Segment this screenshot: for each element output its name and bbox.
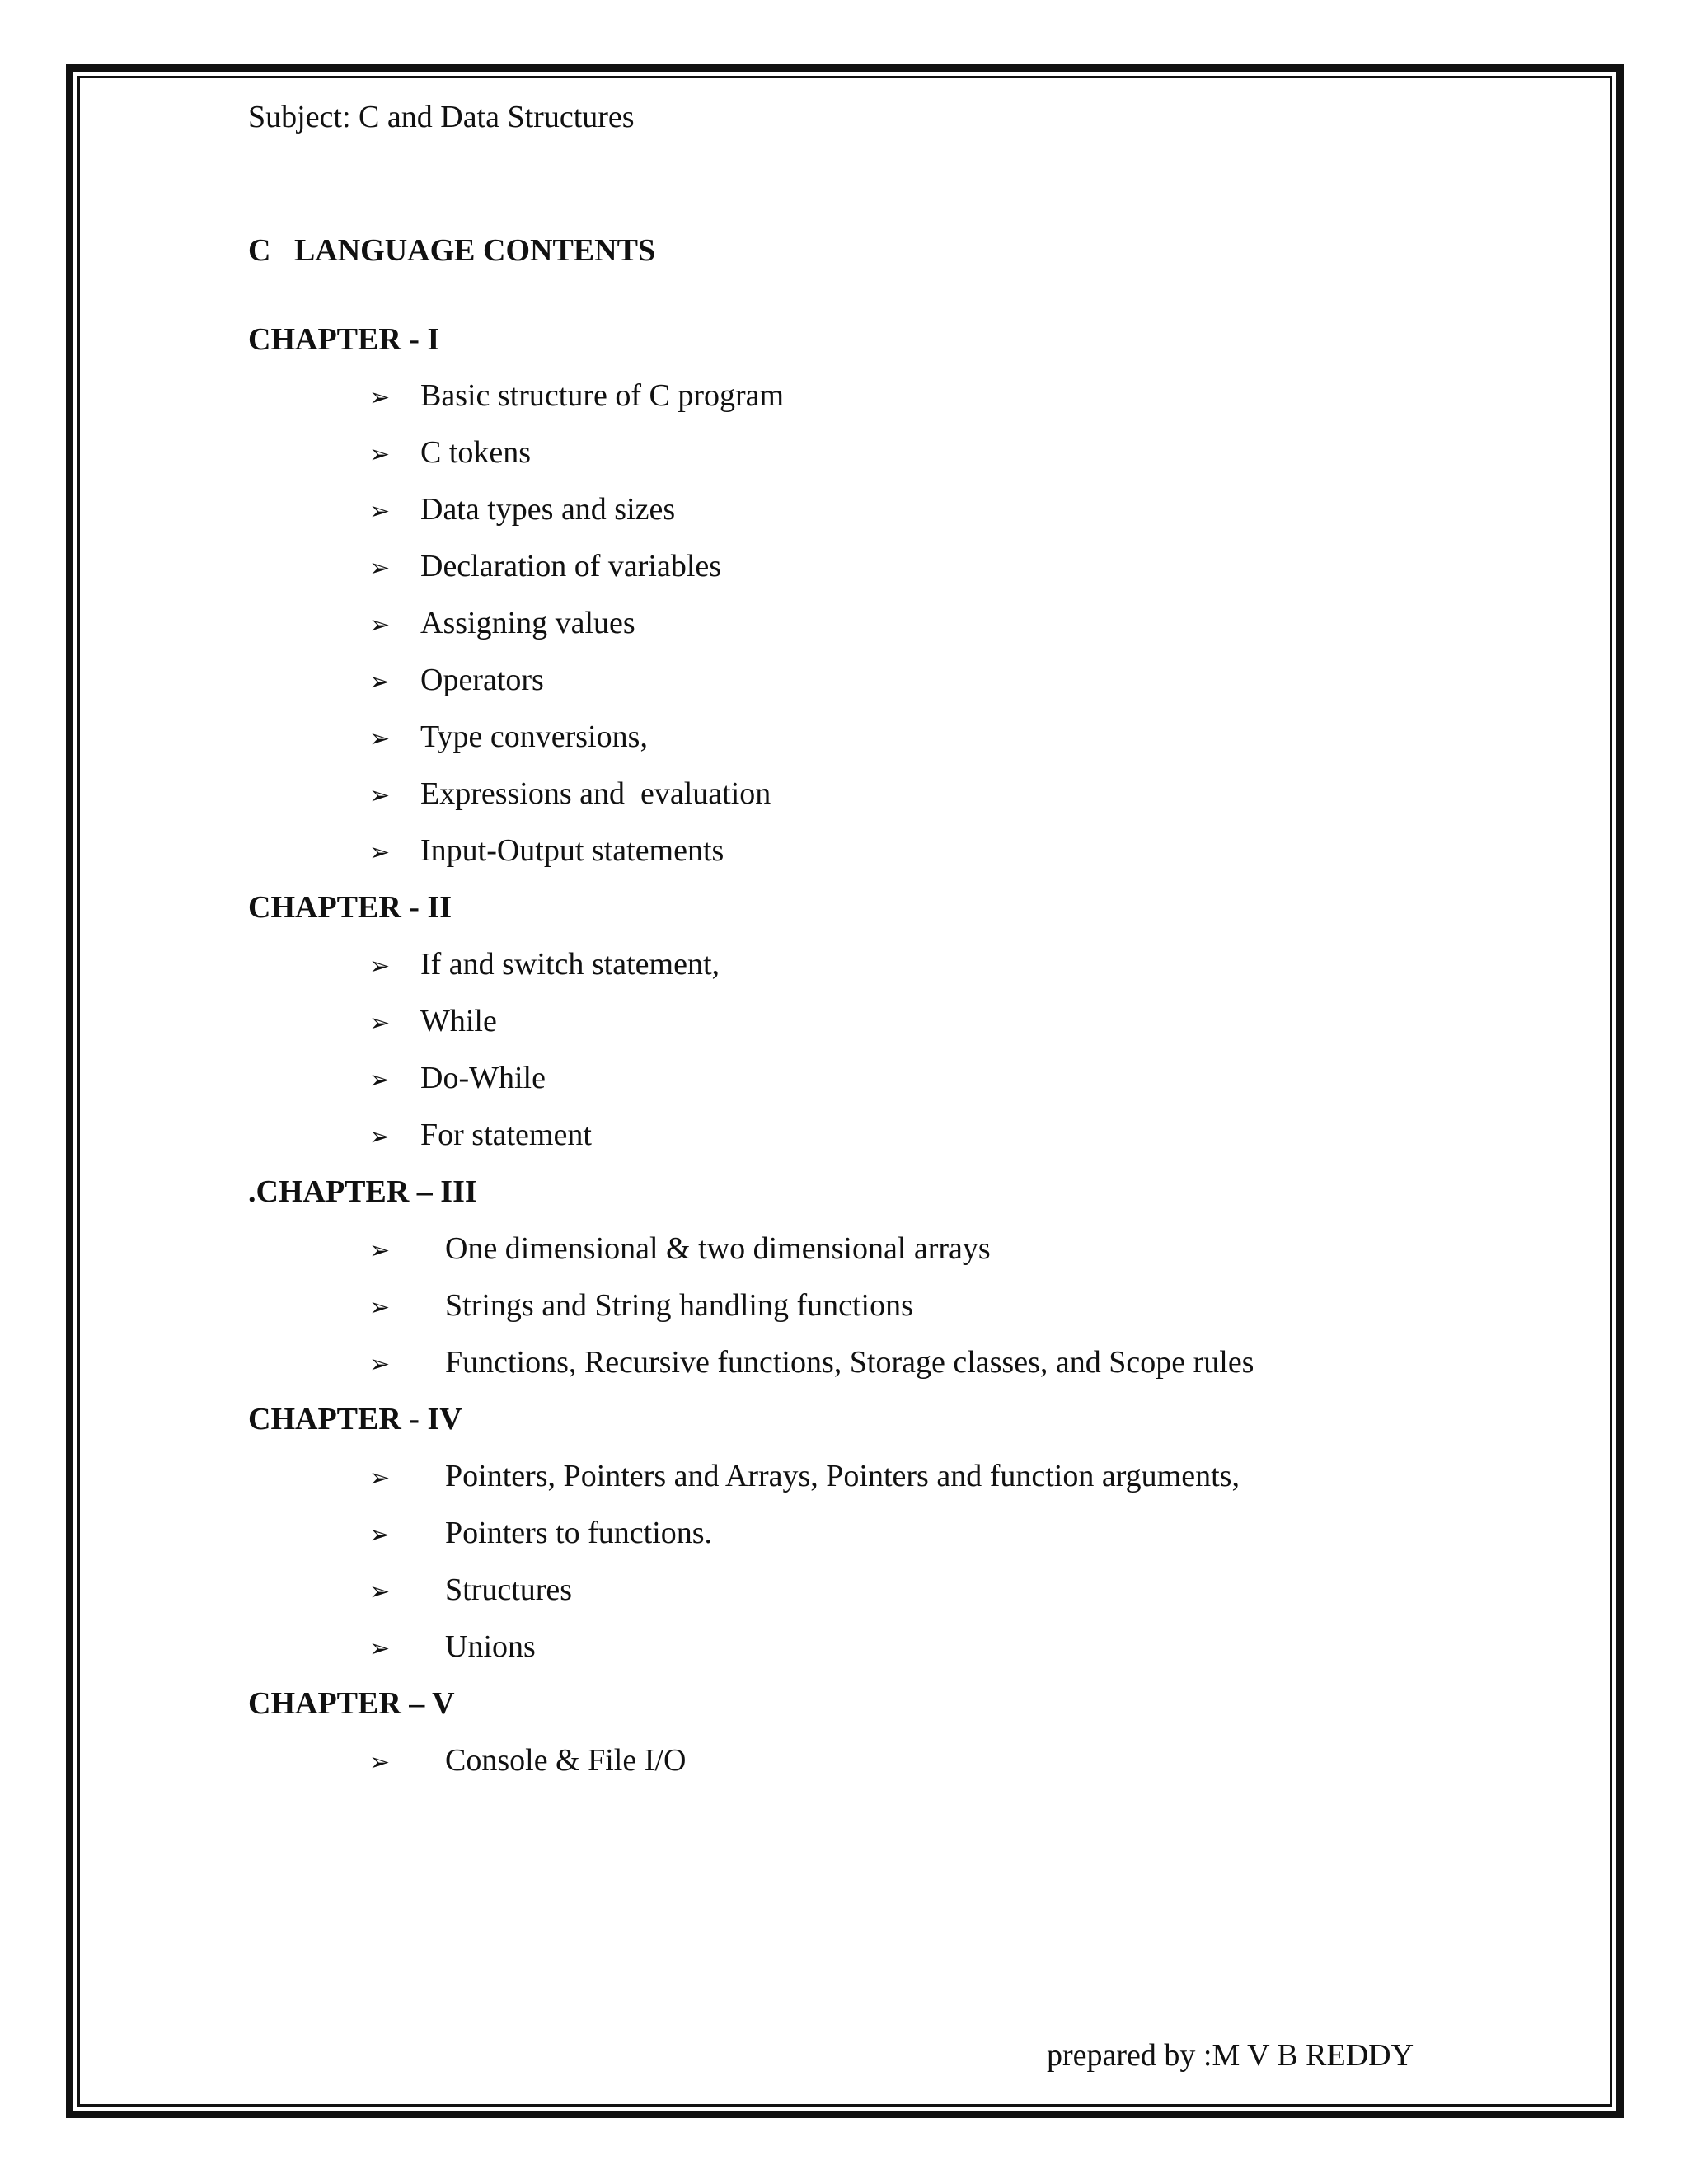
- list-item-text: C tokens: [420, 435, 532, 470]
- arrow-bullet-icon: ➢: [369, 1748, 391, 1777]
- arrow-bullet-icon: ➢: [369, 668, 391, 696]
- list-item: [369, 433, 532, 475]
- list-item: [369, 546, 722, 588]
- page-border-inner: [77, 76, 1612, 2107]
- list-item-text: One dimensional & two dimensional arrays: [445, 1231, 991, 1266]
- arrow-bullet-icon: ➢: [369, 1293, 391, 1322]
- arrow-bullet-icon: ➢: [369, 781, 391, 810]
- arrow-bullet-icon: ➢: [369, 1236, 391, 1265]
- arrow-bullet-icon: ➢: [369, 1009, 391, 1038]
- list-item-text: Pointers, Pointers and Arrays, Pointers and function arguments,: [445, 1459, 1240, 1493]
- list-item: [369, 1343, 1254, 1385]
- list-item-text: If and switch statement,: [420, 947, 720, 982]
- arrow-bullet-icon: ➢: [369, 611, 391, 640]
- list-item-text: Declaration of variables: [420, 549, 722, 583]
- list-item-text: Pointers to functions.: [445, 1516, 713, 1550]
- arrow-bullet-icon: ➢: [369, 497, 391, 526]
- list-item-text: Structures: [445, 1572, 573, 1607]
- subject-line: Subject: C and Data Structures: [248, 100, 635, 134]
- list-item-text: Type conversions,: [420, 719, 648, 754]
- list-item-text: Console & File I/O: [445, 1743, 687, 1778]
- list-item-text: For statement: [420, 1118, 592, 1152]
- page-title: C LANGUAGE CONTENTS: [248, 233, 656, 268]
- list-item: [369, 831, 724, 873]
- arrow-bullet-icon: ➢: [369, 1066, 391, 1094]
- list-item-text: While: [420, 1004, 497, 1038]
- list-item-text: Basic structure of C program: [420, 378, 785, 413]
- list-item: [369, 1570, 573, 1612]
- arrow-bullet-icon: ➢: [369, 1122, 391, 1151]
- list-item: [369, 603, 635, 645]
- arrow-bullet-icon: ➢: [369, 383, 391, 412]
- arrow-bullet-icon: ➢: [369, 724, 391, 753]
- arrow-bullet-icon: ➢: [369, 554, 391, 583]
- list-item: [369, 1513, 713, 1555]
- list-item: [369, 660, 544, 702]
- arrow-bullet-icon: ➢: [369, 1464, 391, 1493]
- list-item-text: Unions: [445, 1629, 536, 1664]
- chapter-heading: CHAPTER - IV: [248, 1402, 462, 1436]
- list-item: [369, 1456, 1240, 1498]
- list-item: [369, 1001, 497, 1043]
- chapter-heading: .CHAPTER – III: [248, 1174, 477, 1209]
- arrow-bullet-icon: ➢: [369, 1350, 391, 1379]
- list-item-text: Operators: [420, 663, 544, 697]
- list-item-text: Input-Output statements: [420, 833, 724, 868]
- arrow-bullet-icon: ➢: [369, 952, 391, 981]
- list-item: [369, 717, 648, 759]
- list-item-text: Do-While: [420, 1061, 546, 1095]
- list-item-text: Expressions and evaluation: [420, 776, 771, 811]
- list-item: [369, 1058, 546, 1100]
- list-item: [369, 1115, 592, 1157]
- arrow-bullet-icon: ➢: [369, 1577, 391, 1606]
- list-item: [369, 1627, 536, 1669]
- list-item: [369, 490, 676, 532]
- arrow-bullet-icon: ➢: [369, 1521, 391, 1549]
- list-item: [369, 1286, 913, 1328]
- arrow-bullet-icon: ➢: [369, 440, 391, 469]
- list-item-text: Assigning values: [420, 606, 635, 640]
- list-item-text: Strings and String handling functions: [445, 1288, 913, 1323]
- prepared-by-footer: prepared by :M V B REDDY: [1047, 2038, 1414, 2073]
- list-item: [369, 774, 771, 816]
- list-item-text: Functions, Recursive functions, Storage classes, and Scope rules: [445, 1345, 1254, 1380]
- arrow-bullet-icon: ➢: [369, 1634, 391, 1663]
- list-item: [369, 1741, 687, 1783]
- chapter-heading: CHAPTER - II: [248, 890, 452, 925]
- list-item: [369, 376, 785, 418]
- list-item: [369, 944, 720, 987]
- chapter-heading: CHAPTER – V: [248, 1686, 455, 1721]
- arrow-bullet-icon: ➢: [369, 838, 391, 867]
- list-item: [369, 1229, 991, 1271]
- chapter-heading: CHAPTER - I: [248, 322, 440, 357]
- list-item-text: Data types and sizes: [420, 492, 676, 527]
